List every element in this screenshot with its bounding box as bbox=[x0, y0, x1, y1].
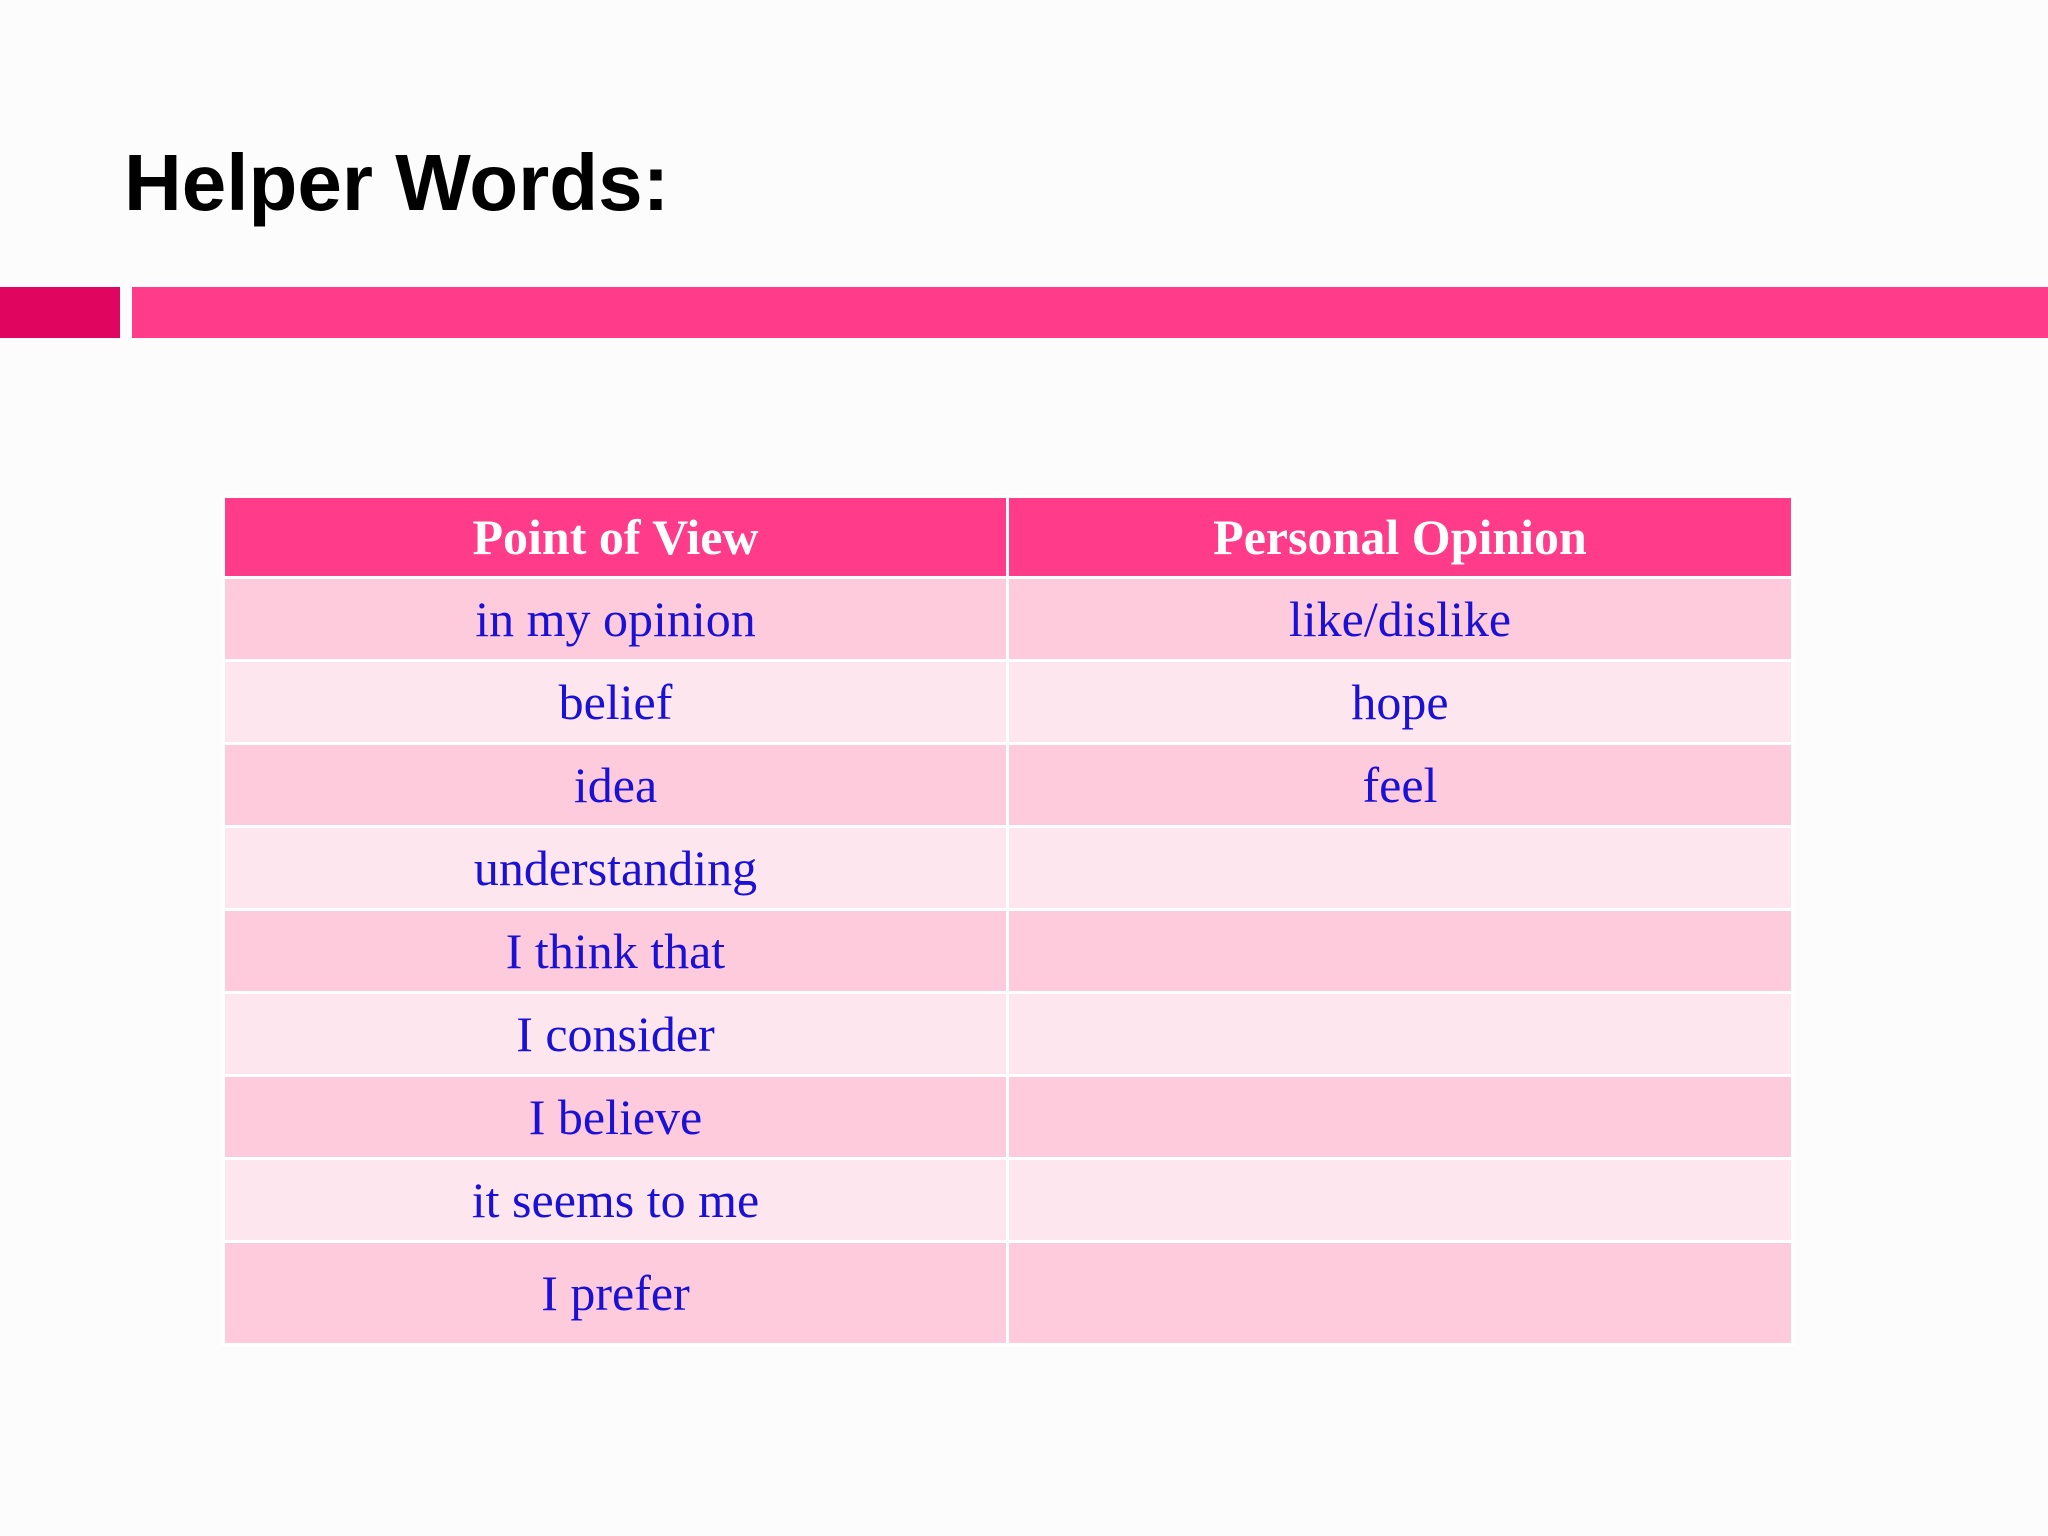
column-header-point-of-view: Point of View bbox=[224, 497, 1008, 578]
table-row bbox=[224, 1159, 1793, 1242]
table-row bbox=[224, 1242, 1793, 1345]
accent-bar-left bbox=[0, 287, 120, 338]
table-cell-personal-opinion: like/dislike bbox=[1008, 578, 1793, 661]
table-cell-personal-opinion: feel bbox=[1008, 744, 1793, 827]
table-cell-point-of-view: belief bbox=[224, 661, 1008, 744]
table-cell-point-of-view: it seems to me bbox=[224, 1159, 1008, 1242]
table-cell-personal-opinion bbox=[1008, 827, 1793, 910]
table-cell-point-of-view: I consider bbox=[224, 993, 1008, 1076]
column-header-personal-opinion: Personal Opinion bbox=[1008, 497, 1793, 578]
table-cell-point-of-view: I prefer bbox=[224, 1242, 1008, 1345]
table-row bbox=[224, 1076, 1793, 1159]
table-cell-personal-opinion bbox=[1008, 993, 1793, 1076]
table-row bbox=[224, 744, 1793, 827]
table-row bbox=[224, 827, 1793, 910]
slide-title: Helper Words: bbox=[124, 138, 670, 227]
table-cell-point-of-view: in my opinion bbox=[224, 578, 1008, 661]
table-cell-point-of-view: I think that bbox=[224, 910, 1008, 993]
table-cell-personal-opinion bbox=[1008, 1159, 1793, 1242]
helper-words-table-container bbox=[222, 495, 1791, 1346]
table-cell-personal-opinion bbox=[1008, 1242, 1793, 1345]
table-cell-personal-opinion: hope bbox=[1008, 661, 1793, 744]
table-row bbox=[224, 993, 1793, 1076]
table-cell-point-of-view: idea bbox=[224, 744, 1008, 827]
table-cell-point-of-view: understanding bbox=[224, 827, 1008, 910]
table-cell-personal-opinion bbox=[1008, 1076, 1793, 1159]
table-row bbox=[224, 910, 1793, 993]
table-row bbox=[224, 661, 1793, 744]
helper-words-table bbox=[222, 495, 1794, 1346]
table-row bbox=[224, 578, 1793, 661]
accent-bar-right bbox=[132, 287, 2048, 338]
table-header-row bbox=[224, 497, 1793, 578]
table-cell-point-of-view: I believe bbox=[224, 1076, 1008, 1159]
table-cell-personal-opinion bbox=[1008, 910, 1793, 993]
